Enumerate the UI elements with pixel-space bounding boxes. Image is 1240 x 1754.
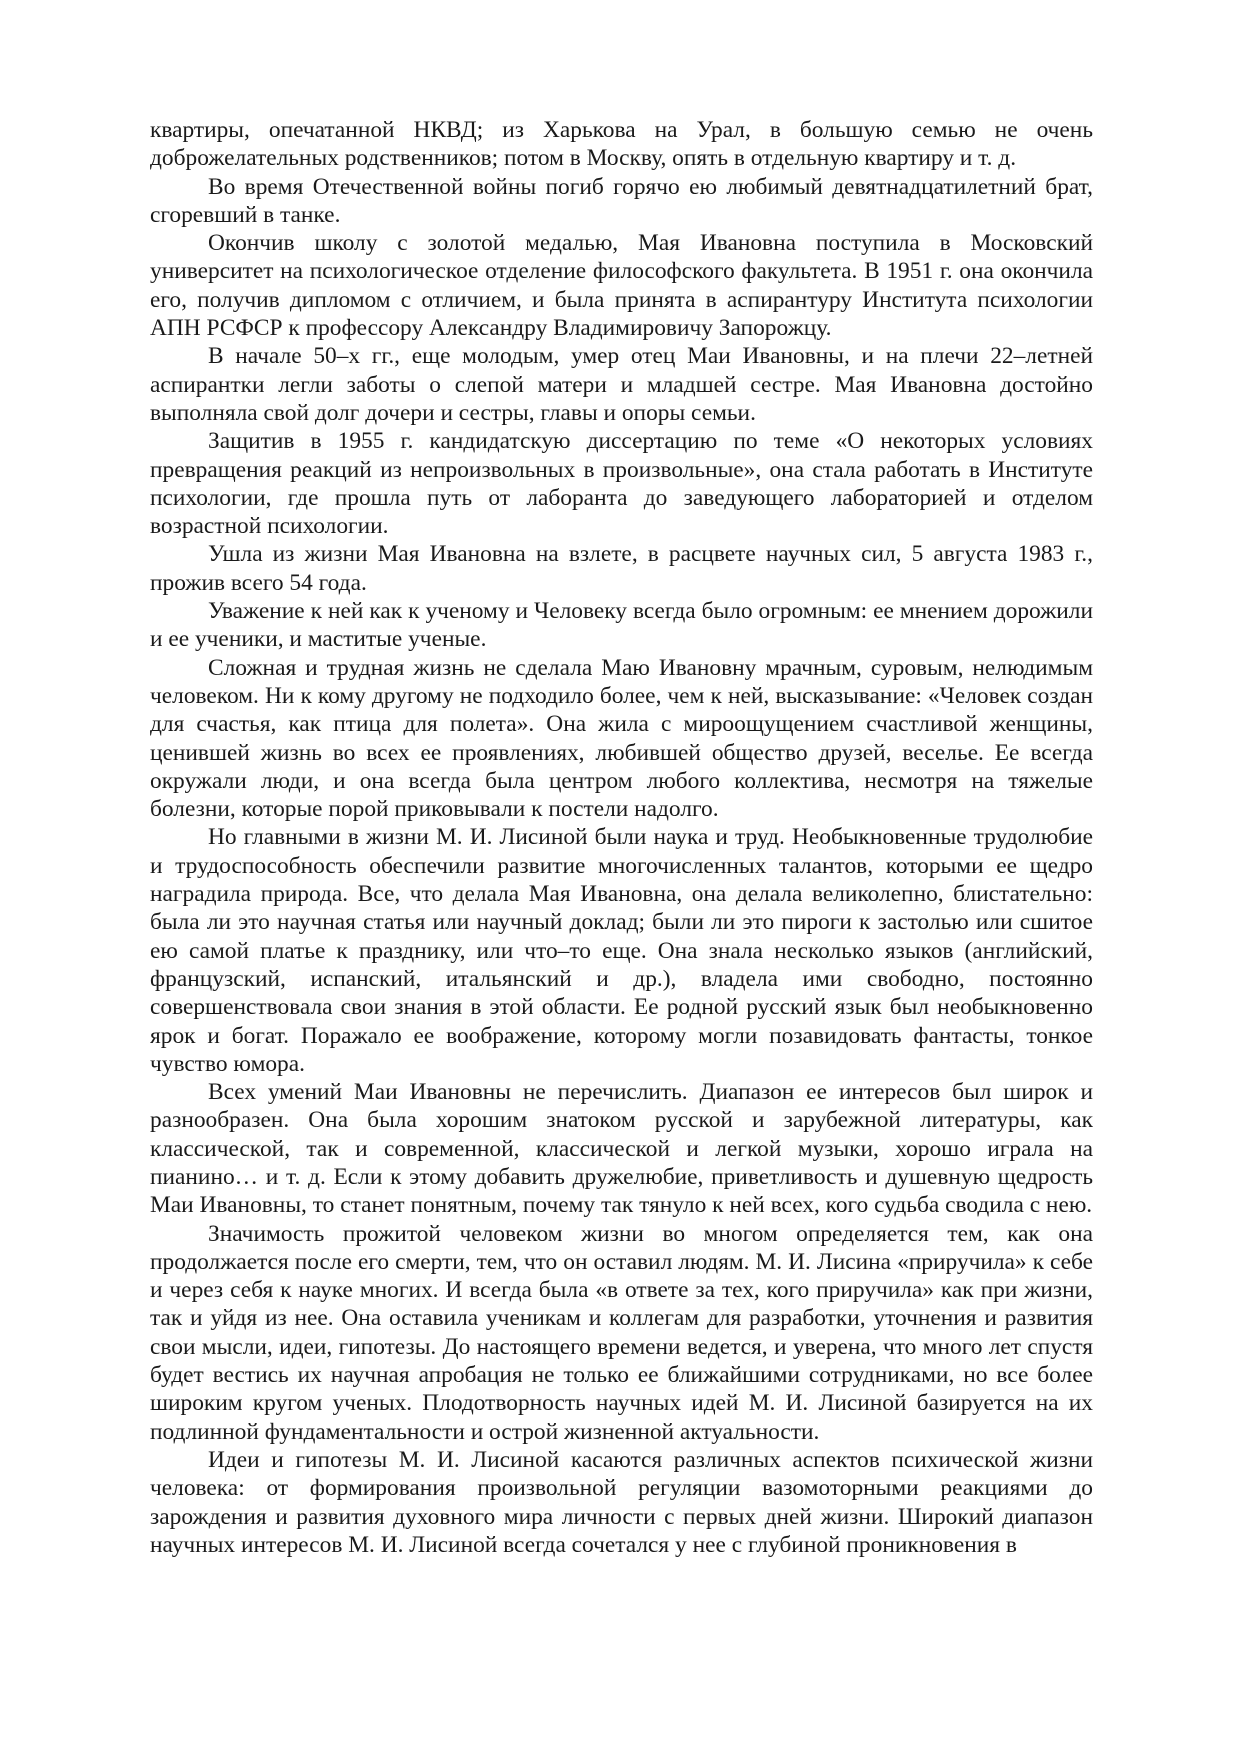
paragraph-ideas: Идеи и гипотезы М. И. Лисиной касаются различных аспектов психической жизни человека: от формирования произвольной регуляции вазомоторными реакциями до зарождения и развития духовного мира личности с первых дней жизни. Широкий диапазон научных интересов М. И. Лисиной всегда сочетался у нее с глубиной проникновения в xyxy=(150,1446,1093,1558)
paragraph-legacy: Значимость прожитой человеком жизни во многом определяется тем, как она продолжается после его смерти, тем, что он оставил людям. М. И. Лисина «приручила» к себе и через себя к науке многих. И всегда была «в ответе за тех, кого приручила» как при жизни, так и уйдя из нее. Она оставила ученикам и коллегам для разработки, уточнения и развития свои мысли, идеи, гипотезы. До настоящего времени ведется, и уверена, что много лет спустя будет вестись их научная апробация не только ее ближайшими сотрудниками, но все более широким кругом ученых. Плодотворность научных идей М. И. Лисиной базируется на их подлинной фундаментальности и острой жизненной актуальности. xyxy=(150,1220,1093,1445)
paragraph-respect: Уважение к ней как к ученому и Человеку всегда было огромным: ее мнением дорожили и ее ученики, и маститые ученые. xyxy=(150,598,1093,653)
paragraph-character: Сложная и трудная жизнь не сделала Маю Ивановну мрачным, суровым, нелюдимым человеком. Ни к кому другому не подходило более, чем к ней, высказывание: «Человек создан для счастья, как птица для полета». Она жила с мироощущением счастливой женщины, ценившей жизнь во всех ее проявлениях, любившей общество друзей, веселье. Ее всегда окружали люди, и она всегда была центром любого коллектива, несмотря на тяжелые болезни, которые порой приковывали к постели надолго. xyxy=(150,654,1093,823)
paragraph-dissertation: Защитив в 1955 г. кандидатскую диссертацию по теме «О некоторых условиях превращения реакций из непроизвольных в произвольные», она стала работать в Институте психологии, где прошла путь от лаборанта до заведующего лабораторией и отделом возрастной психологии. xyxy=(150,428,1093,540)
paragraph-skills: Всех умений Маи Ивановны не перечислить. Диапазон ее интересов был широк и разнообразен. Она была хорошим знатоком русской и зарубежной литературы, как классической, так и современной, классической и легкой музыки, хорошо играла на пианино… и т. д. Если к этому добавить дружелюбие, приветливость и душевную щедрость Маи Ивановны, то станет понятным, почему так тянуло к ней всех, кого судьба сводила с нею. xyxy=(150,1079,1093,1219)
paragraph-brother: Во время Отечественной войны погиб горячо ею любимый девятнадцатилетний брат, сгоревший в танке. xyxy=(150,173,1093,228)
paragraph-science-and-work: Но главными в жизни М. И. Лисиной были наука и труд. Необыкновенные трудолюбие и трудоспособность обеспечили развитие многочисленных талантов, которыми ее щедро наградила природа. Все, что делала Мая Ивановна, она делала великолепно, блистательно: была ли это научная статья или научный доклад; были ли это пироги к застолью или сшитое ею самой платье к празднику, или что–то еще. Она знала несколько языков (английский, французский, испанский, итальянский и др.), владела ими свободно, постоянно совершенствовала свои знания в этой области. Ее родной русский язык был необыкновенно ярок и богат. Поражало ее воображение, которому могли позавидовать фантасты, тонкое чувство юмора. xyxy=(150,824,1093,1077)
document-page xyxy=(150,116,1093,1559)
paragraph-university: Окончив школу с золотой медалью, Мая Ивановна поступила в Московский университет на психологическое отделение философского факультета. В 1951 г. она окончила его, получив дипломом с отличием, и была принята в аспирантуру Института психологии АПН РСФСР к профессору Александру Владимировичу Запорожцу. xyxy=(150,230,1093,342)
paragraph-continuation: квартиры, опечатанной НКВД; из Харькова на Урал, в большую семью не очень доброжелательных родственников; потом в Москву, опять в отдельную квартиру и т. д. xyxy=(150,117,1093,172)
paragraph-father: В начале 50–х гг., еще молодым, умер отец Маи Ивановны, и на плечи 22–летней аспирантки легли заботы о слепой матери и младшей сестре. Мая Ивановна достойно выполняла свой долг дочери и сестры, главы и опоры семьи. xyxy=(150,343,1093,426)
paragraph-death: Ушла из жизни Мая Ивановна на взлете, в расцвете научных сил, 5 августа 1983 г., прожив всего 54 года. xyxy=(150,541,1093,596)
